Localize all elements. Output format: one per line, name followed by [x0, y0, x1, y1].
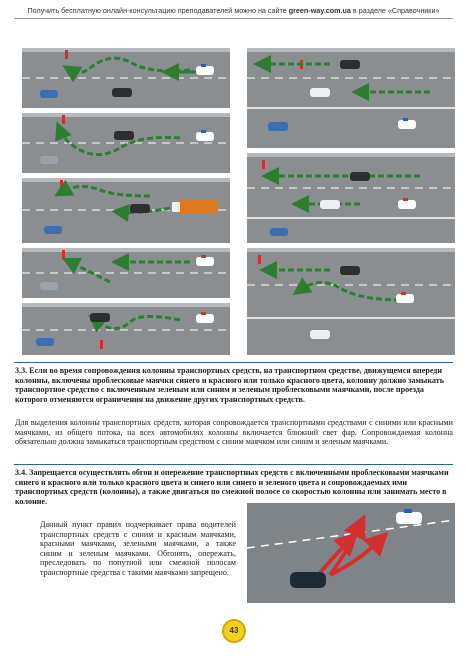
car-icon [44, 226, 62, 234]
panel-left-2 [22, 113, 230, 173]
police-car-icon [196, 66, 214, 75]
car-icon [90, 313, 110, 322]
car-icon [310, 88, 330, 97]
banner-text-end: в разделе «Справочники» [350, 6, 440, 15]
car-icon [36, 338, 54, 346]
truck-icon [178, 200, 218, 214]
section-number: 3.4. [15, 468, 28, 477]
police-car-icon [398, 120, 416, 129]
police-car-icon [196, 314, 214, 323]
car-icon [340, 60, 360, 69]
car-icon [40, 156, 58, 164]
car-icon [112, 88, 132, 97]
rule-text: Запрещается осуществлять обгон и опережение транспортных средств с включенными проблесковыми маячками синего и красного или только красного цвета и синего или синего и зеленого цвета и сопровождаемых ими транспортных средств (колонны), а также двигаться по смежной полосе со скоростью колонны или занимать место в колонне. [15, 468, 449, 506]
car-icon [340, 266, 360, 275]
car-icon [114, 131, 134, 140]
police-car-icon [196, 257, 214, 266]
section-3-4-comment: Данный пункт правил подчеркивает права водителей транспортных средств с синим и красным маячками, красными маячками, зелеными маячками, а также синим и зеленым маячками. Обгонять, опережать, преследовать по попутной или смежной полосам транспортные средства с такими маячками запрещено. [40, 520, 236, 577]
section-number: 3.3. [15, 366, 28, 375]
car-icon [40, 282, 58, 290]
panel-left-5 [22, 303, 230, 355]
section-3-3-rule [14, 362, 453, 363]
section-3-4-text [15, 468, 453, 506]
section-3-4-rule [14, 464, 453, 465]
section-3-3-comment: Для выделения колонны транспортных средств, которая сопровождается транспортными средствами с синими или красными маячками, из общего потока, на всех автомобилях колонны включается ближний свет фар. Сопровождаемая колонна обязательно должна замыкаться транспортным средством с синим маячком или синим и зеленым маячками. [15, 418, 453, 447]
police-car-icon [396, 512, 422, 524]
police-car-icon [396, 294, 414, 303]
car-icon [350, 172, 370, 181]
police-car-icon [196, 132, 214, 141]
car-icon [310, 330, 330, 339]
panel-right-3 [247, 248, 455, 355]
car-icon [40, 90, 58, 98]
car-icon [268, 122, 288, 131]
panel-left-3 [22, 178, 230, 243]
car-icon [320, 200, 340, 209]
car-icon [130, 204, 150, 213]
panel-left-1 [22, 48, 230, 108]
police-car-icon [398, 200, 416, 209]
car-icon [290, 572, 326, 588]
banner-text-start: Получить бесплатную онлайн-консультацию преподавателей можно на сайте [27, 6, 289, 15]
panel-overtake [247, 503, 455, 603]
section-3-3-text [15, 366, 453, 404]
rule-text: Если во время сопровождения колонны транспортных средств, на транспортном средстве, движущемся впереди колонны, включены проблесковые маячки синего и красного или только красного цвета, колонну должно замыкать транспортное средство с включенным зеленым или синим и зеленым проблесковыми маячками, после проезда которого отменяются ограничения на движение других транспортных средств. [15, 366, 445, 404]
site-link[interactable]: green-way.com.ua [288, 6, 351, 15]
panel-right-2 [247, 153, 455, 243]
panel-right-1 [247, 48, 455, 148]
page-number: 43 [222, 619, 246, 643]
panel-left-4 [22, 248, 230, 298]
car-icon [270, 228, 288, 236]
